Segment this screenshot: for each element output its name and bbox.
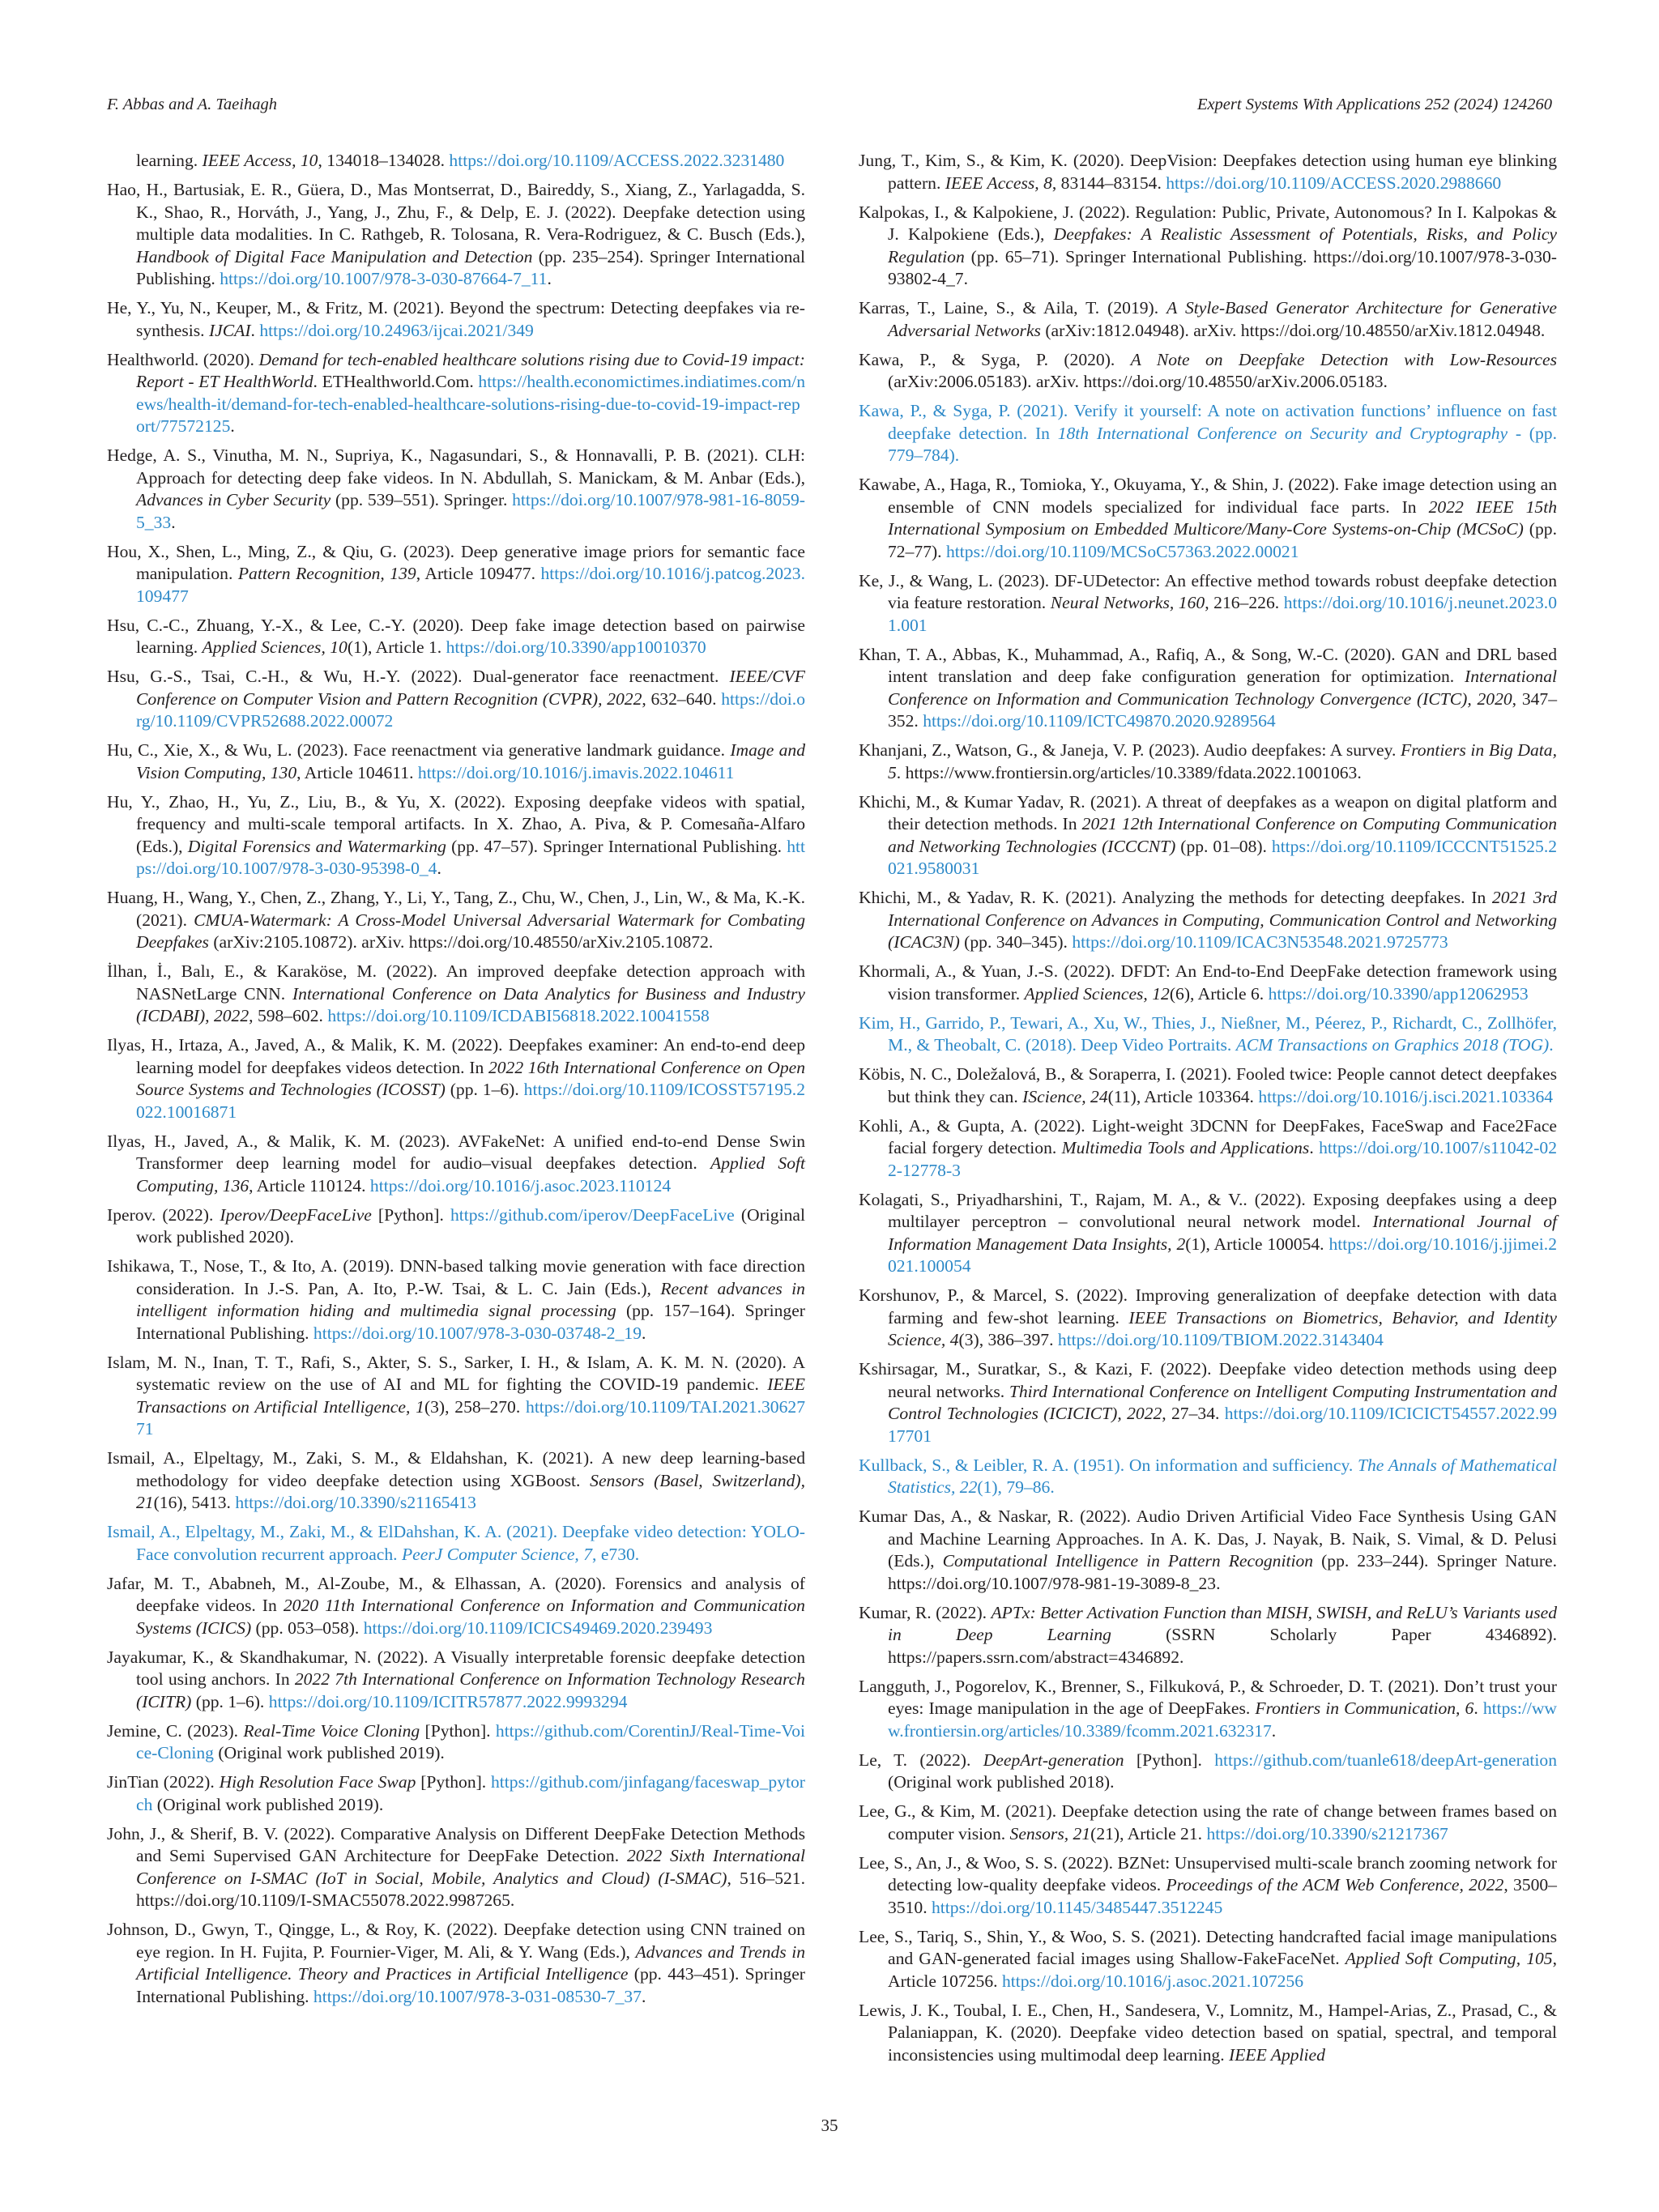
reference-text: (arXiv:1812.04948). arXiv. https://doi.org/10.48550/arXiv.1812.04948. bbox=[1040, 320, 1546, 340]
reference-entry bbox=[107, 1034, 805, 1123]
reference-entry bbox=[107, 1204, 805, 1249]
reference-text: , 3500–3510. bbox=[888, 1875, 1557, 1917]
reference-source: 2022 7th International Conference on Information Technology Research (ICITR) bbox=[136, 1669, 805, 1711]
reference-source: IEEE Transactions on Biometrics, Behavior, and Identity Science, 4 bbox=[888, 1307, 1558, 1349]
reference-text: Kawabe, A., Haga, R., Tomioka, Y., Okuyama, Y., & Shin, J. (2022). Fake image detection using an ensemble of CNN models specialized for individual face parts. In bbox=[859, 475, 1557, 517]
reference-text: Johnson, D., Gwyn, T., Qingge, L., & Roy, K. (2022). Deepfake detection using CNN trained on eye region. In H. Fujita, P. Fournier-Viger, M. Ali, & Y. Wang (Eds.), bbox=[107, 1920, 805, 1962]
reference-text: (pp. 47–57). Springer International Publishing. bbox=[446, 836, 787, 856]
reference-link[interactable]: https://doi.org/10.1016/j.neunet.2023.01.001 bbox=[888, 593, 1557, 635]
reference-entry bbox=[107, 961, 805, 1028]
reference-link[interactable]: https://doi.org/10.3390/s21217367 bbox=[1206, 1823, 1448, 1843]
reference-text: (pp. 72–77). bbox=[888, 519, 1557, 561]
reference-text: Hedge, A. S., Vinutha, M. N., Supriya, K., Nagasundari, S., & Honnavalli, P. B. (2021). CLH: Approach for detecting deep fake videos. In N. Abdullah, S. Manickam, & M. Anbar (Eds.), bbox=[107, 445, 805, 488]
reference-text: Kumar Das, A., & Naskar, R. (2022). Audio Driven Artificial Video Face Synthesis Using GAN and Machine Learning Approaches. In A. K. Das, J. Nayak, B. Naik, S. Vimal, & D. Pelusi (Eds.), bbox=[859, 1507, 1557, 1571]
reference-text: İlhan, İ., Balı, E., & Karaköse, M. (2022). An improved deepfake detection approach with NASNetLarge CNN. bbox=[107, 961, 805, 1004]
reference-source: High Resolution Face Swap bbox=[219, 1772, 416, 1792]
reference-text: Köbis, N. C., Doležalová, B., & Soraperra, I. (2021). Fooled twice: People cannot detect deepfakes but think they can. bbox=[859, 1064, 1557, 1106]
reference-entry bbox=[859, 739, 1557, 784]
reference-entry bbox=[107, 666, 805, 733]
reference-link[interactable]: https://github.com/tuanle618/deepArt-generation bbox=[1214, 1750, 1558, 1770]
references-right-column bbox=[859, 150, 1557, 2073]
reference-text: Langguth, J., Pogorelov, K., Brenner, S., Filkuková, P., & Schroeder, D. T. (2021). Don’t trust your eyes: Image manipulation in the age of DeepFakes. bbox=[859, 1676, 1557, 1718]
reference-source: Multimedia Tools and Applications bbox=[1061, 1138, 1310, 1157]
reference-entry bbox=[859, 1926, 1557, 1993]
reference-text: Jemine, C. (2023). bbox=[107, 1720, 244, 1741]
reference-link[interactable]: https://doi.org/10.1016/j.isci.2021.103364 bbox=[1258, 1086, 1554, 1106]
reference-entry bbox=[107, 1647, 805, 1714]
reference-entry bbox=[859, 1506, 1557, 1595]
reference-entry bbox=[107, 1447, 805, 1515]
reference-entry bbox=[859, 1115, 1557, 1183]
reference-text: , 598–602. bbox=[249, 1006, 328, 1025]
reference-text: Ishikawa, T., Nose, T., & Ito, A. (2019). DNN-based talking movie generation with face direction consideration. In J.-S. Pan, A. Ito, P.-W. Tsai, & L. C. Jain (Eds.), bbox=[107, 1256, 805, 1298]
reference-text: Khichi, M., & Kumar Yadav, R. (2021). A threat of deepfakes as a weapon on digital platform and their detection methods. In bbox=[859, 791, 1557, 833]
reference-source: Sensors (Basel, Switzerland), 21 bbox=[136, 1470, 805, 1512]
reference-link[interactable]: https://doi.org/10.3390/app12062953 bbox=[1268, 983, 1529, 1004]
reference-entry bbox=[859, 1189, 1557, 1278]
reference-text: Hu, C., Xie, X., & Wu, L. (2023). Face reenactment via generative landmark guidance. bbox=[107, 740, 731, 760]
reference-link[interactable]: https://doi.org/10.1007/s11042-022-12778-3 bbox=[888, 1138, 1558, 1180]
reference-entry bbox=[859, 961, 1557, 1005]
reference-text: Lee, S., An, J., & Woo, S. S. (2022). BZNet: Unsupervised multi-scale branch zooming network for detecting low-quality deepfake videos. bbox=[859, 1852, 1557, 1894]
reference-text: . bbox=[1309, 1138, 1320, 1157]
reference-entry bbox=[107, 349, 805, 438]
reference-entry bbox=[859, 887, 1557, 954]
reference-text: (3), 386–397. bbox=[958, 1330, 1058, 1349]
reference-link[interactable]: https://doi.org/10.1109/ICICICT54557.2022.9917701 bbox=[888, 1404, 1557, 1446]
reference-text: . bbox=[547, 269, 552, 288]
reference-text: (Original work published 2019). bbox=[152, 1794, 384, 1814]
reference-text: [Python]. bbox=[1124, 1750, 1215, 1770]
reference-entry bbox=[859, 1852, 1557, 1920]
reference-link[interactable]: https://doi.org/10.1109/ICAC3N53548.2021.9725773 bbox=[1072, 932, 1448, 952]
reference-text: . bbox=[437, 859, 441, 878]
reference-text: , Article 107256. bbox=[888, 1949, 1557, 1991]
reference-link[interactable]: https://doi.org/10.1109/ICITR57877.2022.9993294 bbox=[268, 1691, 628, 1711]
reference-text: Hsu, C.-C., Zhuang, Y.-X., & Lee, C.-Y. (2020). Deep fake image detection based on pairwise learning. bbox=[107, 615, 805, 657]
reference-source: 2022 Sixth International Conference on I-SMAC (IoT in Social, Mobile, Analytics and Cloud) (I-SMAC) bbox=[136, 1846, 805, 1888]
reference-source: Frontiers in Big Data, 5 bbox=[888, 740, 1558, 782]
reference-link[interactable]: https://doi.org/10.1016/j.asoc.2023.110124 bbox=[369, 1175, 672, 1196]
reference-source: Demand for tech-enabled healthcare solutions rising due to Covid-19 impact: Report - ET HealthWorld bbox=[136, 349, 805, 391]
reference-link[interactable]: https://doi.org/10.1007/978-3-030-95398-0_4 bbox=[136, 836, 805, 878]
reference-text: Ismail, A., Elpeltagy, M., Zaki, S. M., & Eldahshan, K. (2021). A new deep learning-based methodology for video deepfake detection using XGBoost. bbox=[107, 1448, 805, 1490]
reference-link[interactable]: https://doi.org/10.1016/j.asoc.2021.107256 bbox=[1001, 1971, 1304, 1991]
reference-entry bbox=[859, 1285, 1557, 1352]
reference-text: John, J., & Sherif, B. V. (2022). Comparative Analysis on Different DeepFake Detection Methods and Semi Supervised GAN Architecture for DeepFake Detection. bbox=[107, 1823, 805, 1865]
reference-text: , 632–640. bbox=[642, 688, 722, 709]
reference-link[interactable]: https://github.com/jinfagang/faceswap_pytorch bbox=[136, 1772, 806, 1814]
reference-source: Sensors, 21 bbox=[1009, 1823, 1091, 1843]
reference-text: . bbox=[171, 512, 176, 532]
reference-source: Frontiers in Communication, 6 bbox=[1255, 1698, 1474, 1718]
reference-text: (6), Article 6. bbox=[1169, 983, 1269, 1004]
reference-link[interactable]: https://doi.org/10.1145/3485447.3512245 bbox=[931, 1897, 1223, 1917]
reference-source: Applied Sciences, 10 bbox=[202, 637, 348, 657]
reference-source: 2021 12th International Conference on Computing Communication and Networking Technologies (ICCCNT) bbox=[888, 814, 1558, 856]
reference-text: , 216–226. bbox=[1205, 593, 1284, 612]
reference-source: Real-Time Voice Cloning bbox=[243, 1720, 420, 1741]
reference-source: Applied Soft Computing, 136 bbox=[136, 1153, 806, 1196]
reference-text: Hu, Y., Zhao, H., Yu, Z., Liu, B., & Yu, X. (2022). Exposing deepfake videos with spatial, frequency and multi-scale temporal artifacts. In X. Zhao, A. Piva, & P. Comesaña-Alfaro (Eds.), bbox=[107, 791, 805, 856]
reference-text: . bbox=[250, 320, 260, 340]
reference-text: Islam, M. N., Inan, T. T., Rafi, S., Akter, S. S., Sarker, I. H., & Islam, A. K. M. N. (2020). A systematic review on the use of AI and ML for fighting the COVID-19 pandemic. bbox=[107, 1352, 805, 1394]
reference-text: Kawa, P., & Syga, P. (2020). bbox=[859, 349, 1131, 369]
reference-entry bbox=[859, 2000, 1557, 2067]
reference-source: Proceedings of the ACM Web Conference, 2022 bbox=[1166, 1875, 1504, 1894]
reference-entry bbox=[107, 179, 805, 291]
reference-text: Healthworld. (2020). bbox=[107, 349, 259, 369]
reference-source: International Journal of Information Management Data Insights, 2 bbox=[888, 1212, 1558, 1254]
reference-source: Advances and Trends in Artificial Intelligence. Theory and Practices in Artificial Intelligence bbox=[136, 1941, 805, 1984]
reference-entry bbox=[107, 1771, 805, 1816]
reference-link[interactable]: https://doi.org/10.1109/TBIOM.2022.3143404 bbox=[1057, 1330, 1384, 1349]
reference-entry bbox=[107, 887, 805, 954]
reference-text: (1), Article 1. bbox=[347, 637, 446, 657]
reference-entry bbox=[107, 445, 805, 534]
reference-entry bbox=[859, 297, 1557, 342]
reference-link[interactable]: https://github.com/CorentinJ/Real-Time-Voice-Cloning bbox=[136, 1720, 805, 1762]
reference-text: . bbox=[230, 416, 235, 436]
reference-text: (Original work published 2018). bbox=[888, 1772, 1115, 1792]
reference-text: Huang, H., Wang, Y., Chen, Z., Zhang, Y., Li, Y., Tang, Z., Chu, W., Chen, J., Lin, W., & Ma, K.-K. (2021). bbox=[107, 888, 805, 930]
page-number: 35 bbox=[821, 2116, 838, 2135]
reference-source: IEEE Access, 8 bbox=[945, 173, 1052, 193]
reference-entry bbox=[859, 570, 1557, 637]
reference-text: Kullback, S., & Leibler, R. A. (1951). On information and sufficiency. bbox=[859, 1455, 1358, 1475]
reference-link[interactable]: https://doi.org/10.1007/978-981-16-8059-5_33 bbox=[136, 490, 805, 532]
reference-entry bbox=[859, 1358, 1557, 1447]
reference-source: DeepArt-generation bbox=[983, 1750, 1124, 1770]
reference-text: Khanjani, Z., Watson, G., & Janeja, V. P. (2023). Audio deepfakes: A survey. bbox=[859, 740, 1401, 760]
reference-source: IEEE Transactions on Artificial Intelligence, 1 bbox=[136, 1375, 805, 1417]
reference-source: International Conference on Information and Communication Technology Convergence (ICTC), 2020 bbox=[888, 667, 1557, 709]
reference-entry bbox=[859, 1750, 1557, 1794]
reference-text: Ilyas, H., Irtaza, A., Javed, A., & Malik, K. M. (2022). Deepfakes examiner: An end-to-end deep learning model for deepfakes videos detection. In bbox=[107, 1035, 805, 1077]
reference-text: Hsu, G.-S., Tsai, C.-H., & Wu, H.-Y. (2022). Dual-generator face reenactment. bbox=[107, 667, 730, 686]
reference-text: (pp. 01–08). bbox=[1175, 836, 1272, 856]
reference-entry bbox=[107, 1720, 805, 1765]
reference-link[interactable]: https://doi.org/10.1007/978-3-030-03748-2_19 bbox=[313, 1323, 642, 1343]
reference-source: IScience, 24 bbox=[1022, 1086, 1108, 1106]
reference-text: (3), 258–270. bbox=[424, 1396, 527, 1417]
reference-source: 18th International Conference on Security and Cryptography bbox=[1057, 423, 1508, 443]
reference-text: learning. bbox=[136, 151, 203, 170]
reference-text: [Python]. bbox=[416, 1772, 491, 1792]
reference-entry bbox=[107, 1131, 805, 1198]
reference-entry[interactable] bbox=[859, 1012, 1557, 1057]
reference-text: , 83144–83154. bbox=[1051, 173, 1166, 193]
running-head-journal: Expert Systems With Applications 252 (2024) 124260 bbox=[1196, 96, 1552, 113]
reference-source: Applied Soft Computing, 105 bbox=[1345, 1949, 1553, 1968]
reference-text: (pp. 053–058). bbox=[251, 1617, 364, 1638]
reference-text: JinTian (2022). bbox=[107, 1772, 220, 1792]
reference-entry bbox=[859, 791, 1557, 880]
reference-link[interactable]: https://www.frontiersin.org/articles/10.3389/fcomm.2021.632317 bbox=[888, 1698, 1558, 1741]
reference-text: Ilyas, H., Javed, A., & Malik, K. M. (2023). AVFakeNet: A unified end-to-end Dense Swin Transformer deep learning model for audio–visual deepfakes detection. bbox=[107, 1131, 805, 1173]
reference-text: (16), 5413. bbox=[153, 1493, 236, 1512]
reference-entry[interactable] bbox=[859, 1455, 1557, 1499]
reference-entry[interactable] bbox=[107, 1521, 805, 1566]
reference-source: IEEE Access, 10 bbox=[202, 151, 318, 170]
reference-text: , 516–521. https://doi.org/10.1109/I-SMAC55078.2022.9987265. bbox=[136, 1868, 805, 1910]
reference-link[interactable]: https://doi.org/10.1109/ICOSST57195.2022.10016871 bbox=[136, 1080, 806, 1122]
reference-text: , 347–352. bbox=[888, 688, 1558, 731]
reference-source: 2020 11th International Conference on Information and Communication Systems (ICICS) bbox=[136, 1596, 805, 1638]
reference-entry bbox=[859, 644, 1557, 733]
references-left-column bbox=[107, 150, 805, 2015]
reference-text: Le, T. (2022). bbox=[859, 1750, 983, 1770]
reference-entry bbox=[859, 1676, 1557, 1743]
reference-text: He, Y., Yu, N., Keuper, M., & Fritz, M. (2021). Beyond the spectrum: Detecting deepfakes via re-synthesis. bbox=[107, 298, 805, 340]
reference-link[interactable]: https://doi.org/10.1016/j.imavis.2022.104611 bbox=[417, 762, 735, 782]
reference-source: IJCAI bbox=[208, 320, 251, 340]
reference-text: (pp. 443–451). Springer International Publishing. bbox=[136, 1964, 805, 2006]
reference-text: . ETHealthworld.Com. bbox=[313, 372, 479, 391]
reference-text: Hao, H., Bartusiak, E. R., Güera, D., Mas Montserrat, D., Baireddy, S., Xiang, Z., Yarlagadda, S. K., Shao, R., Horváth, J., Yang, J., Zhu, F., & Delp, E. J. (2022). Deepfake detection using multiple data modalities. In C. Rathgeb, R. Tolosana, R. Vera-Rodriguez, & C. Busch (Eds.), bbox=[107, 180, 805, 244]
reference-source: Iperov/DeepFaceLive bbox=[220, 1204, 372, 1225]
reference-text: Iperov. (2022). bbox=[107, 1204, 220, 1225]
reference-source: International Conference on Data Analytics for Business and Industry (ICDABI), 2022 bbox=[136, 983, 806, 1025]
reference-link[interactable]: https://doi.org/10.24963/ijcai.2021/349 bbox=[259, 320, 534, 340]
reference-source: Digital Forensics and Watermarking bbox=[187, 836, 446, 856]
reference-entry bbox=[107, 1573, 805, 1640]
reference-source: Computational Intelligence in Pattern Recognition bbox=[942, 1551, 1314, 1571]
reference-entry bbox=[859, 1063, 1557, 1108]
reference-entry bbox=[107, 150, 805, 173]
reference-entry bbox=[107, 1823, 805, 1912]
reference-link[interactable]: https://doi.org/10.1109/ICICS49469.2020.239493 bbox=[363, 1617, 713, 1638]
reference-text: (pp. 157–164). Springer International Publishing. bbox=[136, 1301, 805, 1343]
reference-text: Khan, T. A., Abbas, K., Muhammad, A., Rafiq, A., & Song, W.-C. (2020). GAN and DRL based intent translation and deep fake configuration generation for optimization. bbox=[859, 644, 1557, 686]
reference-link[interactable]: https://doi.org/10.1109/ACCESS.2022.3231480 bbox=[449, 151, 785, 170]
reference-source: Neural Networks, 160 bbox=[1050, 593, 1205, 612]
reference-entry bbox=[859, 349, 1557, 394]
reference-link[interactable]: https://health.economictimes.indiatimes.com/news/health-it/demand-for-tech-enabled-healthcare-solutions-rising-due-to-covid-19-impact-report/77572125 bbox=[136, 372, 805, 436]
reference-source: Pattern Recognition, 139 bbox=[237, 564, 416, 583]
reference-entry bbox=[107, 1352, 805, 1441]
reference-source: Third International Conference on Intelligent Computing Instrumentation and Control Technologies (ICICICT), 2022 bbox=[888, 1381, 1558, 1423]
reference-text: [Python]. bbox=[371, 1204, 450, 1225]
reference-text: Korshunov, P., & Marcel, S. (2022). Improving generalization of deepfake detection with data farming and few-shot learning. bbox=[859, 1285, 1557, 1328]
reference-text: Kim, H., Garrido, P., Tewari, A., Xu, W., Thies, J., Nießner, M., Péerez, P., Richardt, C., Zollhöfer, M., & Theobalt, C. (2018). Deep Video Portraits. bbox=[859, 1012, 1557, 1055]
reference-text: (Original work published 2019). bbox=[213, 1743, 445, 1762]
reference-text: (11), Article 103364. bbox=[1107, 1086, 1259, 1106]
reference-text: Kohli, A., & Gupta, A. (2022). Light-weight 3DCNN for DeepFakes, FaceSwap and Face2Face facial forgery detection. bbox=[859, 1115, 1557, 1157]
reference-text: . bbox=[642, 1323, 646, 1343]
reference-link[interactable]: https://doi.org/10.3390/s21165413 bbox=[235, 1493, 476, 1512]
reference-text: . https://www.frontiersin.org/articles/10.3389/fdata.2022.1001063. bbox=[896, 762, 1362, 782]
reference-source: Recent advances in intelligent information hiding and multimedia signal processing bbox=[136, 1278, 805, 1320]
reference-source: Handbook of Digital Face Manipulation and Detection bbox=[136, 246, 533, 266]
reference-source: Image and Vision Computing, 130 bbox=[136, 740, 806, 782]
reference-text: Kawa, P., & Syga, P. (2021). Verify it yourself: A note on activation functions’ influence on fast deepfake detection. In bbox=[859, 401, 1557, 443]
reference-source: 2022 IEEE 15th International Symposium on Embedded Multicore/Many-Core Systems-on-Chip (MCSoC) bbox=[888, 497, 1557, 539]
reference-text: Jung, T., Kim, S., & Kim, K. (2020). DeepVision: Deepfakes detection using human eye blinking pattern. bbox=[859, 151, 1557, 193]
reference-entry bbox=[107, 297, 805, 342]
reference-text: Kshirsagar, M., Suratkar, S., & Kazi, F. (2022). Deepfake video detection methods using deep neural networks. bbox=[859, 1359, 1557, 1401]
reference-text: (pp. 1–6). bbox=[445, 1080, 524, 1099]
reference-entry bbox=[107, 1255, 805, 1345]
reference-text: , Article 110124. bbox=[249, 1175, 370, 1196]
reference-text: (pp. 340–345). bbox=[959, 932, 1073, 952]
reference-entry bbox=[107, 615, 805, 659]
reference-source: Applied Sciences, 12 bbox=[1024, 983, 1170, 1004]
reference-text: Kolagati, S., Priyadharshini, T., Rajam, M. A., & V.. (2022). Exposing deepfakes using a deep multilayer perceptron – convolutional neural network model. bbox=[859, 1189, 1557, 1231]
reference-text: (pp. 539–551). Springer. bbox=[331, 490, 513, 509]
reference-text: Khichi, M., & Yadav, R. K. (2021). Analyzing the methods for detecting deepfakes. In bbox=[859, 888, 1492, 907]
reference-source: 2021 3rd International Conference on Advances in Computing, Communication Control and Networking (ICAC3N) bbox=[888, 888, 1557, 952]
reference-entry bbox=[107, 739, 805, 784]
reference-source: A Note on Deepfake Detection with Low-Resources bbox=[1130, 349, 1557, 369]
reference-text: . bbox=[1271, 1720, 1277, 1741]
reference-text: Lee, G., & Kim, M. (2021). Deepfake detection using the rate of change between frames based on computer vision. bbox=[859, 1801, 1557, 1843]
reference-text: . bbox=[1549, 1035, 1554, 1055]
reference-entry bbox=[107, 791, 805, 880]
reference-entry bbox=[859, 202, 1557, 291]
reference-source: Deepfakes: A Realistic Assessment of Potentials, Risks, and Policy Regulation bbox=[888, 224, 1557, 266]
reference-link[interactable]: https://doi.org/10.3390/app10010370 bbox=[446, 637, 706, 657]
reference-source: IEEE/CVF Conference on Computer Vision and Pattern Recognition (CVPR), 2022 bbox=[136, 667, 805, 709]
reference-entry bbox=[859, 1801, 1557, 1845]
reference-link[interactable]: https://doi.org/10.1109/ACCESS.2020.2988660 bbox=[1166, 173, 1502, 193]
reference-source: ACM Transactions on Graphics 2018 (TOG) bbox=[1235, 1035, 1550, 1055]
reference-text: Lee, S., Tariq, S., Shin, Y., & Woo, S. S. (2021). Detecting handcrafted facial image manipulations and GAN-generated facial images using Shallow-FakeFaceNet. bbox=[859, 1926, 1557, 1968]
reference-source: CMUA-Watermark: A Cross-Model Universal Adversarial Watermark for Combating Deepfakes bbox=[136, 910, 805, 952]
reference-text: (Original work published 2020). bbox=[136, 1204, 805, 1247]
reference-text: Lewis, J. K., Toubal, I. E., Chen, H., Sandesera, V., Lomnitz, M., Hampel-Arias, Z., Prasad, C., & Palaniappan, K. (2020). Deepfake video detection based on spatial, spectral, and temporal inconsistencies using multimodal deep learning. bbox=[859, 2000, 1557, 2065]
reference-text: (pp. 1–6). bbox=[191, 1691, 269, 1711]
reference-entry bbox=[859, 474, 1557, 563]
reference-entry[interactable] bbox=[859, 400, 1557, 467]
reference-text: (1), 79–86. bbox=[977, 1477, 1055, 1497]
reference-text: , 27–34. bbox=[1162, 1404, 1225, 1423]
reference-text: (arXiv:2105.10872). arXiv. https://doi.org/10.48550/arXiv.2105.10872. bbox=[208, 932, 714, 952]
reference-text: (pp. 233–244). Springer Nature. https://doi.org/10.1007/978-981-19-3089-8_23. bbox=[888, 1551, 1557, 1593]
reference-link[interactable]: https://doi.org/10.1109/TAI.2021.3062771 bbox=[136, 1396, 805, 1438]
reference-text: Jayakumar, K., & Skandhakumar, N. (2022). A Visually interpretable forensic deepfake detection tool using anchors. In bbox=[107, 1647, 805, 1689]
reference-text: . bbox=[1473, 1698, 1483, 1718]
reference-text: Hou, X., Shen, L., Ming, Z., & Qiu, G. (2023). Deep generative image priors for semantic face manipulation. bbox=[107, 541, 805, 583]
reference-text: [Python]. bbox=[420, 1720, 496, 1741]
reference-text: (pp. 235–254). Springer International Publishing. bbox=[136, 246, 805, 288]
reference-link[interactable]: https://doi.org/10.1007/978-3-031-08530-7_37 bbox=[313, 1986, 642, 2006]
reference-text: (SSRN Scholarly Paper 4346892). https://papers.ssrn.com/abstract=4346892. bbox=[888, 1625, 1557, 1667]
reference-link[interactable]: https://doi.org/10.1109/MCSoC57363.2022.00021 bbox=[945, 541, 1299, 561]
reference-entry bbox=[107, 541, 805, 608]
reference-link[interactable]: https://doi.org/10.1109/ICTC49870.2020.9289564 bbox=[923, 711, 1276, 731]
reference-text: Ke, J., & Wang, L. (2023). DF-UDetector: An effective method towards robust deepfake detection via feature restoration. bbox=[859, 570, 1557, 612]
reference-text: Ismail, A., Elpeltagy, M., Zaki, M., & ElDahshan, K. A. (2021). Deepfake video detection: YOLO-Face convolution recurrent approach. bbox=[107, 1522, 805, 1564]
reference-text: , e730. bbox=[592, 1544, 640, 1564]
reference-source: The Annals of Mathematical Statistics, 22 bbox=[888, 1455, 1557, 1497]
reference-source: APTx: Better Activation Function than MISH, SWISH, and ReLU’s Variants used in Deep Learning bbox=[888, 1602, 1557, 1644]
reference-text: (21), Article 21. bbox=[1090, 1823, 1207, 1843]
reference-text: Jafar, M. T., Ababneh, M., Al-Zoube, M., & Elhassan, A. (2020). Forensics and analysis of deepfake videos. In bbox=[107, 1573, 805, 1615]
reference-entry bbox=[859, 150, 1557, 194]
reference-text: - (pp. 779–784). bbox=[888, 423, 1557, 465]
reference-link[interactable]: https://doi.org/10.1109/CVPR52688.2022.00072 bbox=[136, 688, 805, 731]
reference-link[interactable]: https://doi.org/10.1007/978-3-030-87664-7_11 bbox=[220, 269, 548, 288]
reference-text: Kalpokas, I., & Kalpokiene, J. (2022). Regulation: Public, Private, Autonomous? In I. Kalpokas & J. Kalpokiene (Eds.), bbox=[859, 202, 1557, 244]
reference-text: Khormali, A., & Yuan, J.-S. (2022). DFDT: An End-to-End DeepFake detection framework using vision transformer. bbox=[859, 961, 1557, 1004]
reference-entry bbox=[859, 1602, 1557, 1669]
reference-source: 2022 16th International Conference on Open Source Systems and Technologies (ICOSST) bbox=[136, 1057, 805, 1099]
reference-source: PeerJ Computer Science, 7 bbox=[401, 1544, 593, 1564]
reference-entry bbox=[107, 1919, 805, 2008]
reference-text: (arXiv:2006.05183). arXiv. https://doi.org/10.48550/arXiv.2006.05183. bbox=[888, 372, 1388, 391]
reference-source: IEEE Applied bbox=[1229, 2044, 1325, 2065]
running-head-authors: F. Abbas and A. Taeihagh bbox=[107, 96, 277, 113]
reference-text: , Article 109477. bbox=[416, 564, 541, 583]
reference-text: . bbox=[642, 1986, 646, 2006]
reference-link[interactable]: https://doi.org/10.1109/ICDABI56818.2022.10041558 bbox=[327, 1006, 710, 1025]
reference-text: , Article 104611. bbox=[296, 762, 418, 782]
reference-text: Kumar, R. (2022). bbox=[859, 1602, 992, 1622]
reference-source: Advances in Cyber Security bbox=[136, 490, 331, 509]
reference-link[interactable]: https://doi.org/10.1016/j.jjimei.2021.100054 bbox=[888, 1234, 1557, 1276]
reference-link[interactable]: https://doi.org/10.1016/j.patcog.2023.109477 bbox=[136, 564, 805, 606]
reference-link[interactable]: https://doi.org/10.1109/ICCCNT51525.2021.9580031 bbox=[888, 836, 1558, 878]
reference-link[interactable]: https://github.com/iperov/DeepFaceLive bbox=[450, 1204, 735, 1225]
reference-source: A Style-Based Generator Architecture for Generative Adversarial Networks bbox=[888, 298, 1557, 340]
reference-text: (1), Article 100054. bbox=[1185, 1234, 1329, 1254]
reference-text: Karras, T., Laine, S., & Aila, T. (2019). bbox=[859, 298, 1167, 318]
reference-text: , 134018–134028. bbox=[318, 151, 450, 170]
reference-text: (pp. 65–71). Springer International Publishing. https://doi.org/10.1007/978-3-030-93802-4_7. bbox=[888, 246, 1557, 288]
